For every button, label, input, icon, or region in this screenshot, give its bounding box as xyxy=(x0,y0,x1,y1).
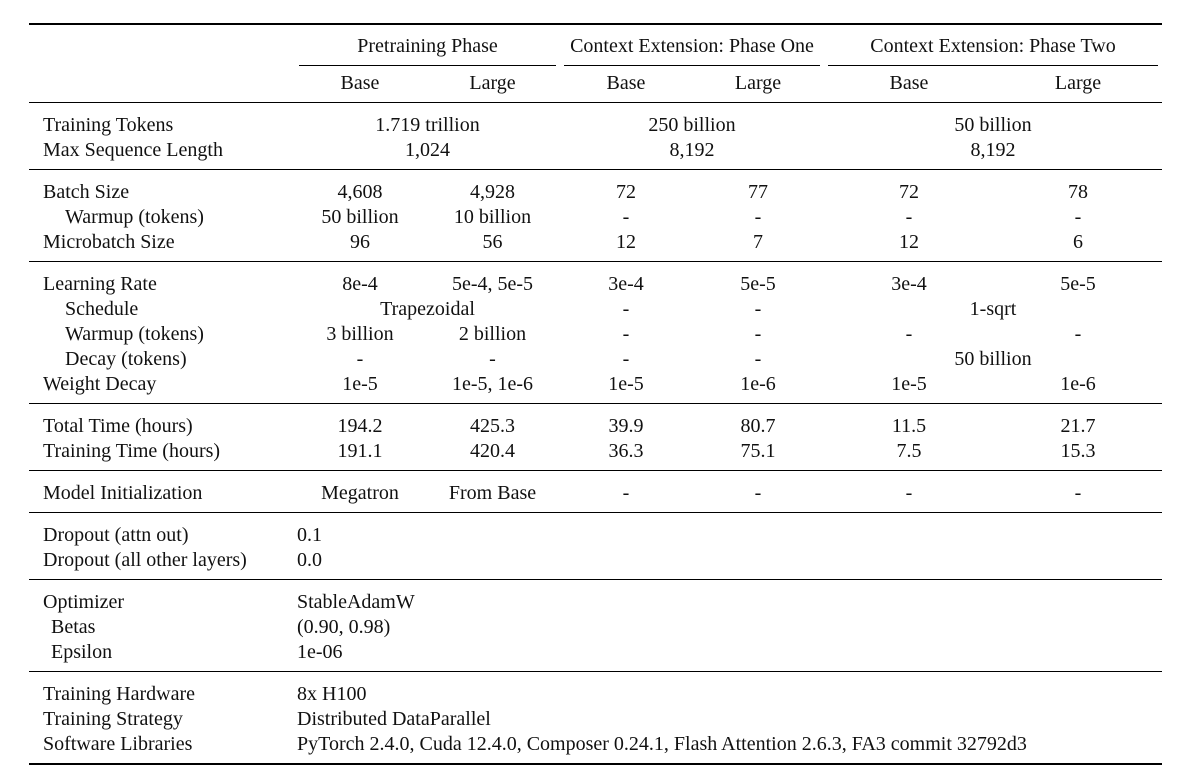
table-cell: (0.90, 0.98) xyxy=(297,616,391,638)
table-cell: 250 billion xyxy=(648,114,736,136)
table-cell: 39.9 xyxy=(608,415,644,437)
subheader-base: Base xyxy=(340,72,380,94)
table-cell: - xyxy=(622,348,630,370)
table-cell: 1,024 xyxy=(405,139,450,161)
table-cell: 420.4 xyxy=(470,440,515,462)
table-row xyxy=(29,372,1162,404)
group-header-context-phase-two: Context Extension: Phase Two xyxy=(824,25,1162,71)
table-row xyxy=(29,732,1162,764)
table-cell: 5e-5 xyxy=(740,273,776,295)
table-cell: 425.3 xyxy=(470,415,515,437)
table-cell: - xyxy=(754,323,762,345)
table-cell: 1e-06 xyxy=(297,641,343,663)
subheader-large: Large xyxy=(734,72,782,94)
table-cell: 80.7 xyxy=(740,415,776,437)
table-cell: - xyxy=(754,348,762,370)
table-cell: 15.3 xyxy=(1060,440,1096,462)
table-row xyxy=(29,205,1162,230)
table-cell: 21.7 xyxy=(1060,415,1096,437)
table-cell: 72 xyxy=(899,181,919,203)
table-cell: 5e-5 xyxy=(1060,273,1096,295)
row-label: Max Sequence Length xyxy=(43,139,223,161)
table-cell: 1e-6 xyxy=(1060,373,1096,395)
table-row xyxy=(29,404,1162,439)
row-label: Dropout (all other layers) xyxy=(43,549,247,571)
table-cell: 56 xyxy=(482,231,503,253)
row-label: Training Tokens xyxy=(43,114,174,136)
row-label: Dropout (attn out) xyxy=(43,524,189,546)
table-cell: 8x H100 xyxy=(297,683,367,705)
table-cell: Distributed DataParallel xyxy=(297,708,491,730)
hyperparameter-table-container xyxy=(29,23,1162,765)
table-row xyxy=(29,262,1162,297)
row-label: Weight Decay xyxy=(43,373,157,395)
row-label: Training Strategy xyxy=(43,708,183,730)
table-cell: 2 billion xyxy=(458,323,527,345)
table-cell: - xyxy=(622,206,630,228)
row-label: Model Initialization xyxy=(43,482,203,504)
row-label: Learning Rate xyxy=(43,273,157,295)
row-label: Epsilon xyxy=(51,641,113,663)
table-cell: - xyxy=(1074,323,1082,345)
row-label: Decay (tokens) xyxy=(65,348,187,370)
table-cell: 10 billion xyxy=(453,206,532,228)
table-cell: 194.2 xyxy=(337,415,383,437)
table-cell: - xyxy=(622,323,630,345)
table-cell: - xyxy=(1074,482,1082,504)
row-label: Warmup (tokens) xyxy=(65,206,204,228)
hyperparameter-table xyxy=(29,23,1162,765)
table-cell: - xyxy=(905,206,913,228)
table-cell: 1e-5 xyxy=(342,373,378,395)
row-label: Optimizer xyxy=(43,591,125,613)
table-cell: 1e-5 xyxy=(608,373,644,395)
table-row xyxy=(29,513,1162,548)
table-cell: - xyxy=(754,482,762,504)
table-row xyxy=(29,707,1162,732)
table-cell: 11.5 xyxy=(891,415,927,437)
subheader-row xyxy=(29,71,1162,103)
table-cell: - xyxy=(905,323,913,345)
table-cell: - xyxy=(356,348,364,370)
table-cell: 12 xyxy=(899,231,919,253)
table-cell: 6 xyxy=(1073,231,1083,253)
table-cell: 5e-4, 5e-5 xyxy=(451,273,534,295)
table-cell: 36.3 xyxy=(608,440,644,462)
group-header-row xyxy=(29,25,1162,71)
row-label: Total Time (hours) xyxy=(43,415,193,437)
table-cell: 3 billion xyxy=(326,323,394,345)
row-label: Betas xyxy=(51,616,96,638)
subheader-large: Large xyxy=(469,72,516,94)
table-row xyxy=(29,322,1162,347)
table-cell: 50 billion xyxy=(954,348,1032,370)
table-cell: Megatron xyxy=(321,482,399,504)
row-label: Software Libraries xyxy=(43,733,193,755)
table-cell: 3e-4 xyxy=(608,273,644,295)
table-row xyxy=(29,138,1162,170)
table-cell: 1-sqrt xyxy=(969,298,1017,320)
table-cell: 7 xyxy=(753,231,763,253)
table-row xyxy=(29,103,1162,138)
table-cell: 0.1 xyxy=(297,524,322,546)
table-row xyxy=(29,170,1162,205)
table-cell: 72 xyxy=(616,181,636,203)
table-cell: - xyxy=(754,298,762,320)
row-label: Microbatch Size xyxy=(43,231,175,253)
subheader-base: Base xyxy=(606,72,646,94)
table-cell: 3e-4 xyxy=(891,273,927,295)
row-label: Batch Size xyxy=(43,181,130,203)
row-label: Warmup (tokens) xyxy=(65,323,204,345)
table-cell: 1e-5, 1e-6 xyxy=(451,373,534,395)
table-row xyxy=(29,471,1162,513)
row-label: Schedule xyxy=(65,298,139,320)
table-cell: 0.0 xyxy=(297,549,322,571)
row-label: Training Time (hours) xyxy=(43,440,221,462)
table-cell: PyTorch 2.4.0, Cuda 12.4.0, Composer 0.24.1, Flash Attention 2.6.3, FA3 commit 32792d3 xyxy=(297,733,1027,755)
group-header-context-phase-one: Context Extension: Phase One xyxy=(560,25,824,71)
subheader-large: Large xyxy=(1054,72,1102,94)
table-row xyxy=(29,640,1162,672)
table-cell: 8e-4 xyxy=(342,273,378,295)
table-cell: 75.1 xyxy=(740,440,776,462)
table-row xyxy=(29,580,1162,615)
table-row xyxy=(29,548,1162,580)
table-cell: - xyxy=(622,298,630,320)
table-row xyxy=(29,439,1162,471)
table-cell: Trapezoidal xyxy=(380,298,475,320)
table-row xyxy=(29,615,1162,640)
table-cell: 4,928 xyxy=(470,181,515,203)
table-row xyxy=(29,672,1162,707)
table-cell: 191.1 xyxy=(337,440,383,462)
table-cell: - xyxy=(1074,206,1082,228)
table-cell: 50 billion xyxy=(954,114,1032,136)
table-cell: 4,608 xyxy=(337,181,383,203)
table-cell: - xyxy=(622,482,630,504)
group-header-pretraining: Pretraining Phase xyxy=(295,25,560,71)
table-cell: - xyxy=(905,482,913,504)
table-cell: 96 xyxy=(350,231,370,253)
table-cell: 77 xyxy=(748,181,768,203)
table-cell: 1e-6 xyxy=(740,373,776,395)
table-cell: 50 billion xyxy=(321,206,399,228)
table-row xyxy=(29,347,1162,372)
table-cell: 8,192 xyxy=(970,139,1016,161)
table-cell: StableAdamW xyxy=(297,591,415,613)
table-cell: 78 xyxy=(1068,181,1088,203)
table-cell: 1e-5 xyxy=(891,373,927,395)
table-cell: - xyxy=(754,206,762,228)
table-cell: 1.719 trillion xyxy=(375,114,480,136)
table-cell: 7.5 xyxy=(896,440,922,462)
subheader-base: Base xyxy=(889,72,929,94)
table-cell: 12 xyxy=(616,231,636,253)
table-cell: From Base xyxy=(448,482,537,504)
row-label: Training Hardware xyxy=(43,683,196,705)
table-cell: - xyxy=(489,348,496,370)
table-cell: 8,192 xyxy=(669,139,715,161)
table-row xyxy=(29,230,1162,262)
table-row xyxy=(29,297,1162,322)
